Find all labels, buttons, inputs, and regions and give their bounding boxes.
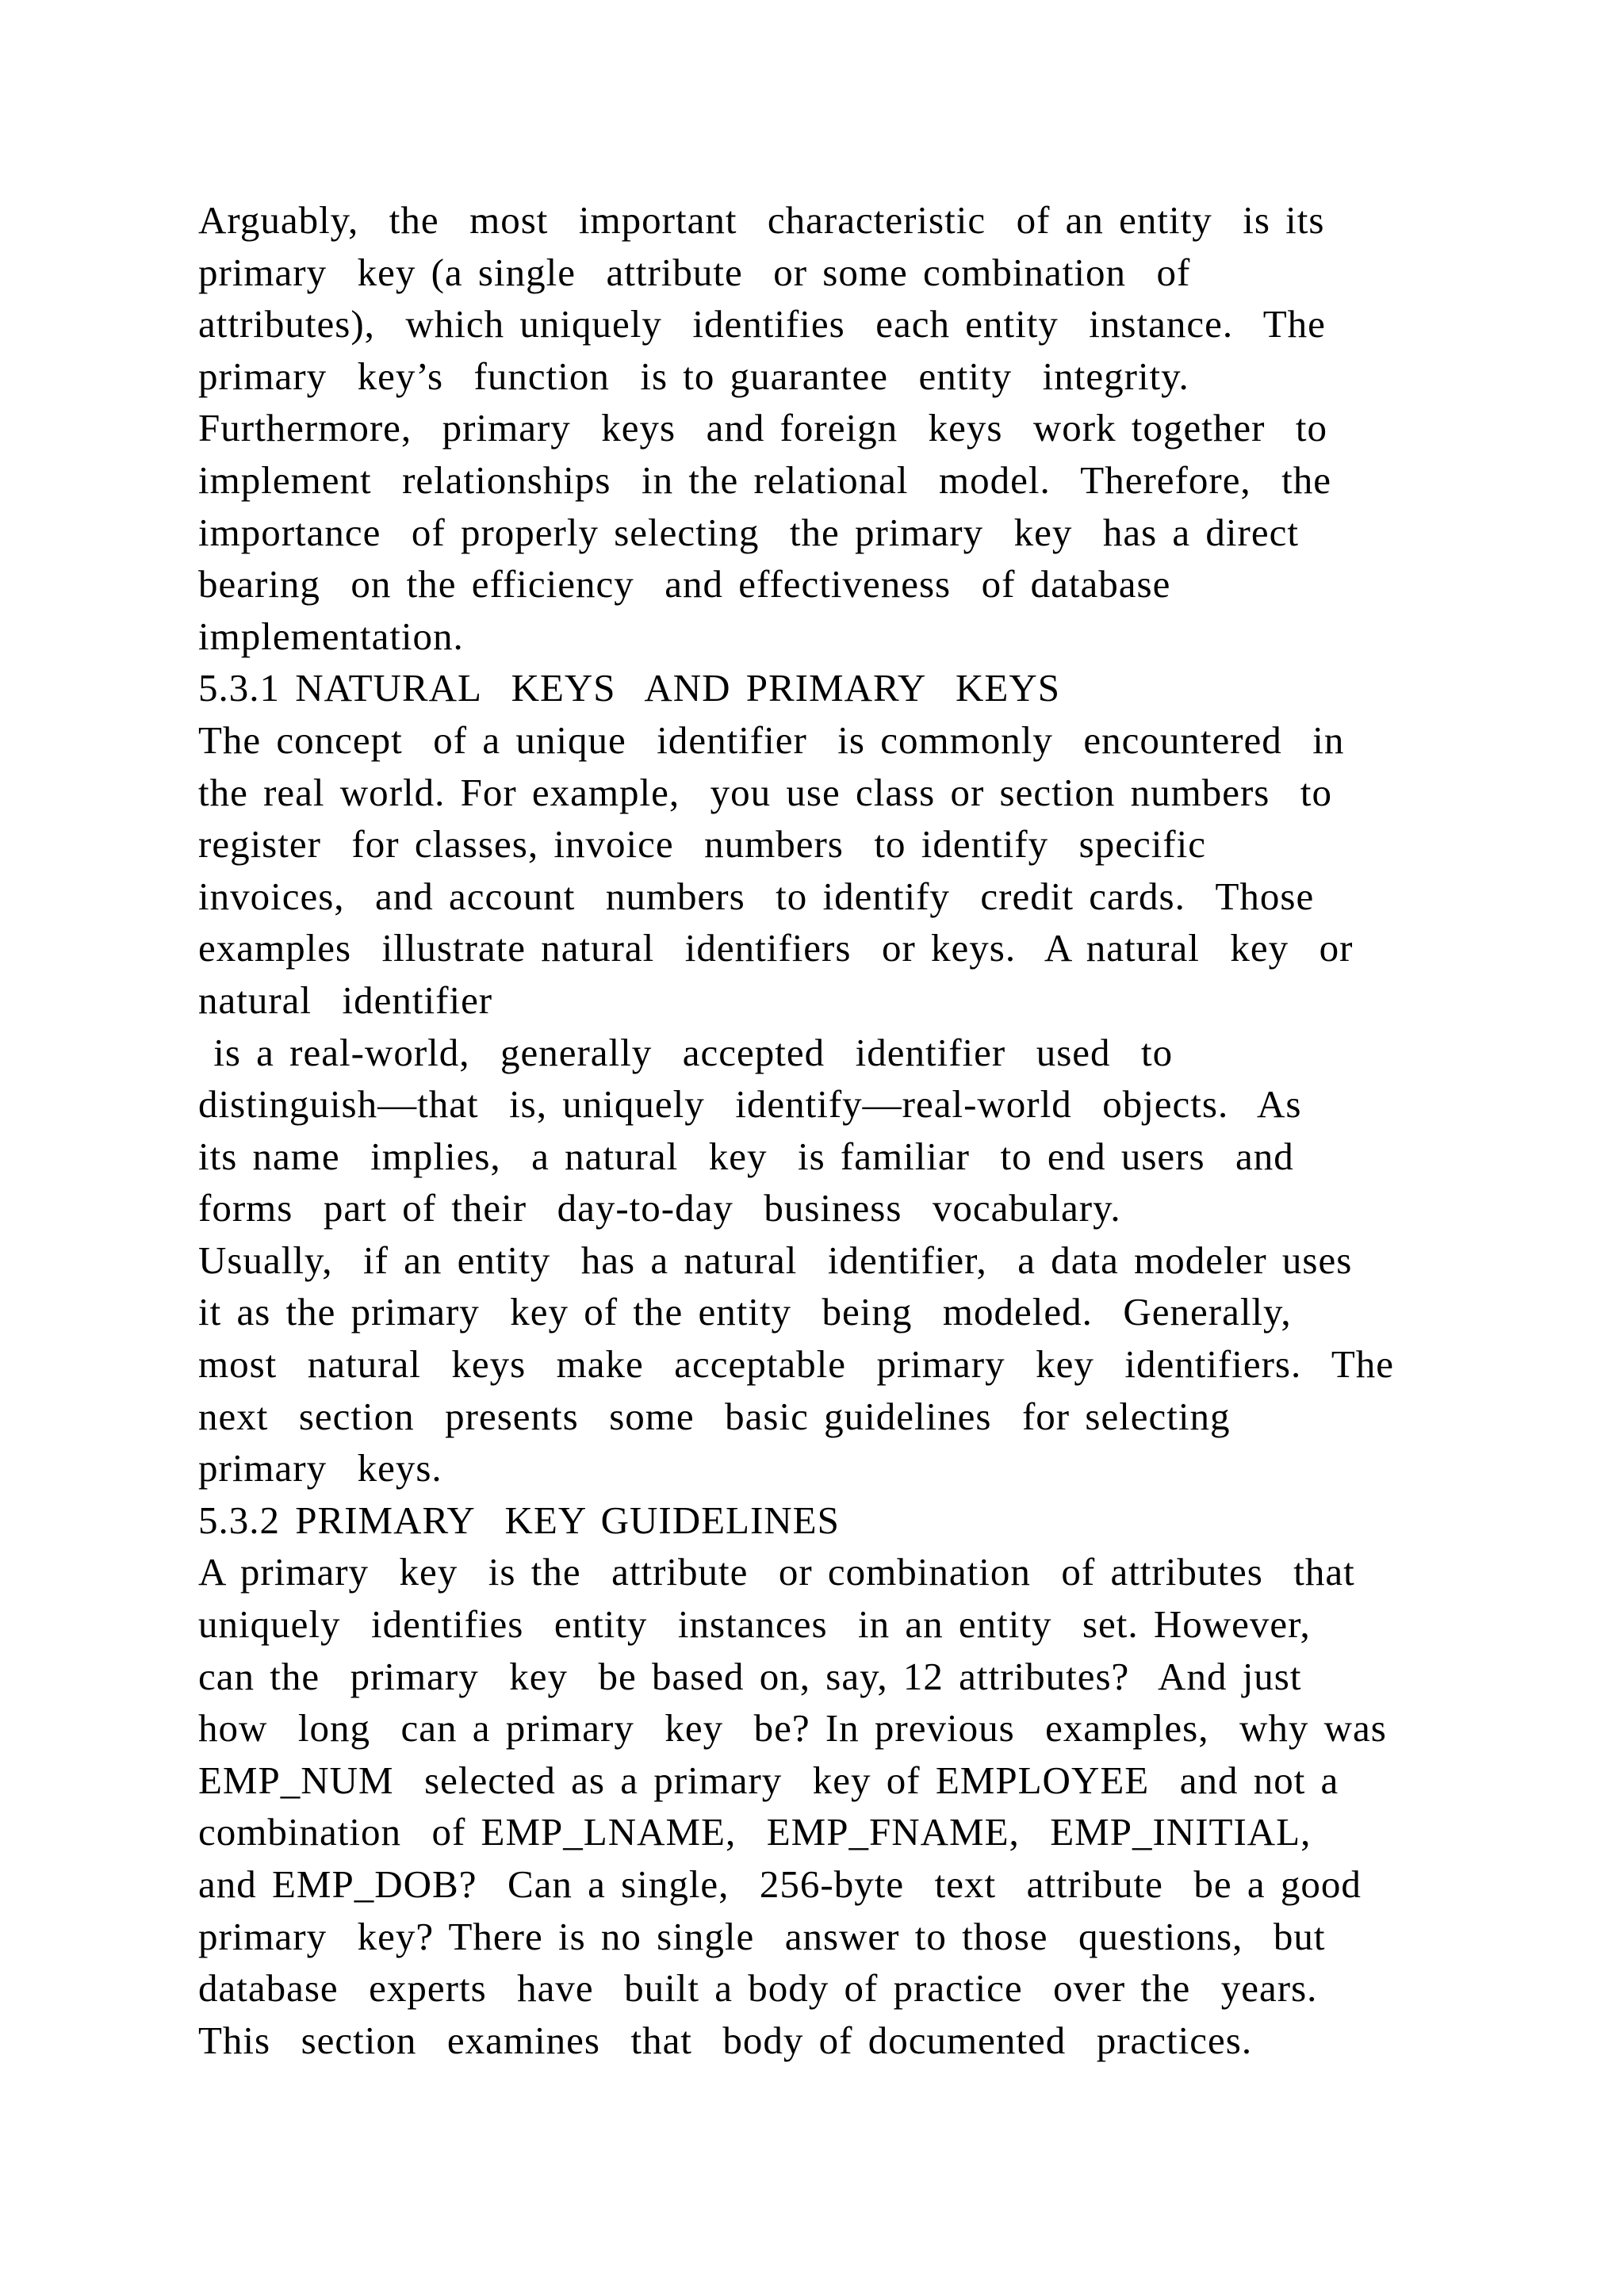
text-line: implementation. <box>198 614 464 658</box>
text-line: invoices, and account numbers to identify credit cards. Those <box>198 874 1315 918</box>
text-line: most natural keys make acceptable primary key identifiers. The <box>198 1342 1395 1387</box>
text-line: is a real-world, generally accepted identifier used to <box>198 1030 1174 1074</box>
text-line: A primary key is the attribute or combination of attributes that <box>198 1550 1355 1594</box>
text-line: primary key? There is no single answer to those questions, but <box>198 1914 1326 1958</box>
text-line: combination of EMP_LNAME, EMP_FNAME, EMP_INITIAL, <box>198 1810 1312 1854</box>
text-line: can the primary key be based on, say, 12 attributes? And just <box>198 1654 1302 1698</box>
body-text <box>198 194 1467 2066</box>
text-line: register for classes, invoice numbers to identify specific <box>198 822 1206 867</box>
text-line: database experts have built a body of practice over the years. <box>198 1966 1318 2011</box>
text-line: attributes), which uniquely identifies each entity instance. The <box>198 302 1326 346</box>
text-line: Arguably, the most important characteristic of an entity is its <box>198 198 1325 242</box>
text-line: forms part of their day-to-day business vocabulary. <box>198 1186 1121 1230</box>
text-line: primary key’s function is to guarantee entity integrity. <box>198 354 1189 398</box>
text-line: examples illustrate natural identifiers or keys. A natural key or <box>198 926 1354 970</box>
section-heading: 5.3.2 PRIMARY KEY GUIDELINES <box>198 1498 840 1542</box>
text-line: EMP_NUM selected as a primary key of EMPLOYEE and not a <box>198 1758 1339 1802</box>
text-line: This section examines that body of documented practices. <box>198 2018 1253 2062</box>
text-line: its name implies, a natural key is familiar to end users and <box>198 1134 1294 1178</box>
text-line: Usually, if an entity has a natural identifier, a data modeler uses <box>198 1238 1353 1282</box>
text-line: Furthermore, primary keys and foreign keys work together to <box>198 406 1328 450</box>
text-line: it as the primary key of the entity being modeled. Generally, <box>198 1290 1292 1334</box>
text-line: primary keys. <box>198 1446 442 1490</box>
section-heading: 5.3.1 NATURAL KEYS AND PRIMARY KEYS <box>198 666 1060 710</box>
text-line: uniquely identifies entity instances in an entity set. However, <box>198 1602 1311 1647</box>
text-line: how long can a primary key be? In previous examples, why was <box>198 1706 1387 1751</box>
text-line: primary key (a single attribute or some combination of <box>198 250 1191 294</box>
text-line: implement relationships in the relational model. Therefore, the <box>198 457 1332 502</box>
text-line: the real world. For example, you use class or section numbers to <box>198 770 1332 814</box>
text-line: bearing on the efficiency and effectiveness of database <box>198 562 1171 607</box>
text-line: distinguish—that is, uniquely identify—real-world objects. As <box>198 1082 1302 1127</box>
text-line: natural identifier <box>198 978 493 1022</box>
text-line: The concept of a unique identifier is commonly encountered in <box>198 718 1345 762</box>
text-line: and EMP_DOB? Can a single, 256-byte text attribute be a good <box>198 1862 1362 1906</box>
text-line: importance of properly selecting the primary key has a direct <box>198 510 1299 554</box>
text-line: next section presents some basic guidelines for selecting <box>198 1394 1231 1438</box>
